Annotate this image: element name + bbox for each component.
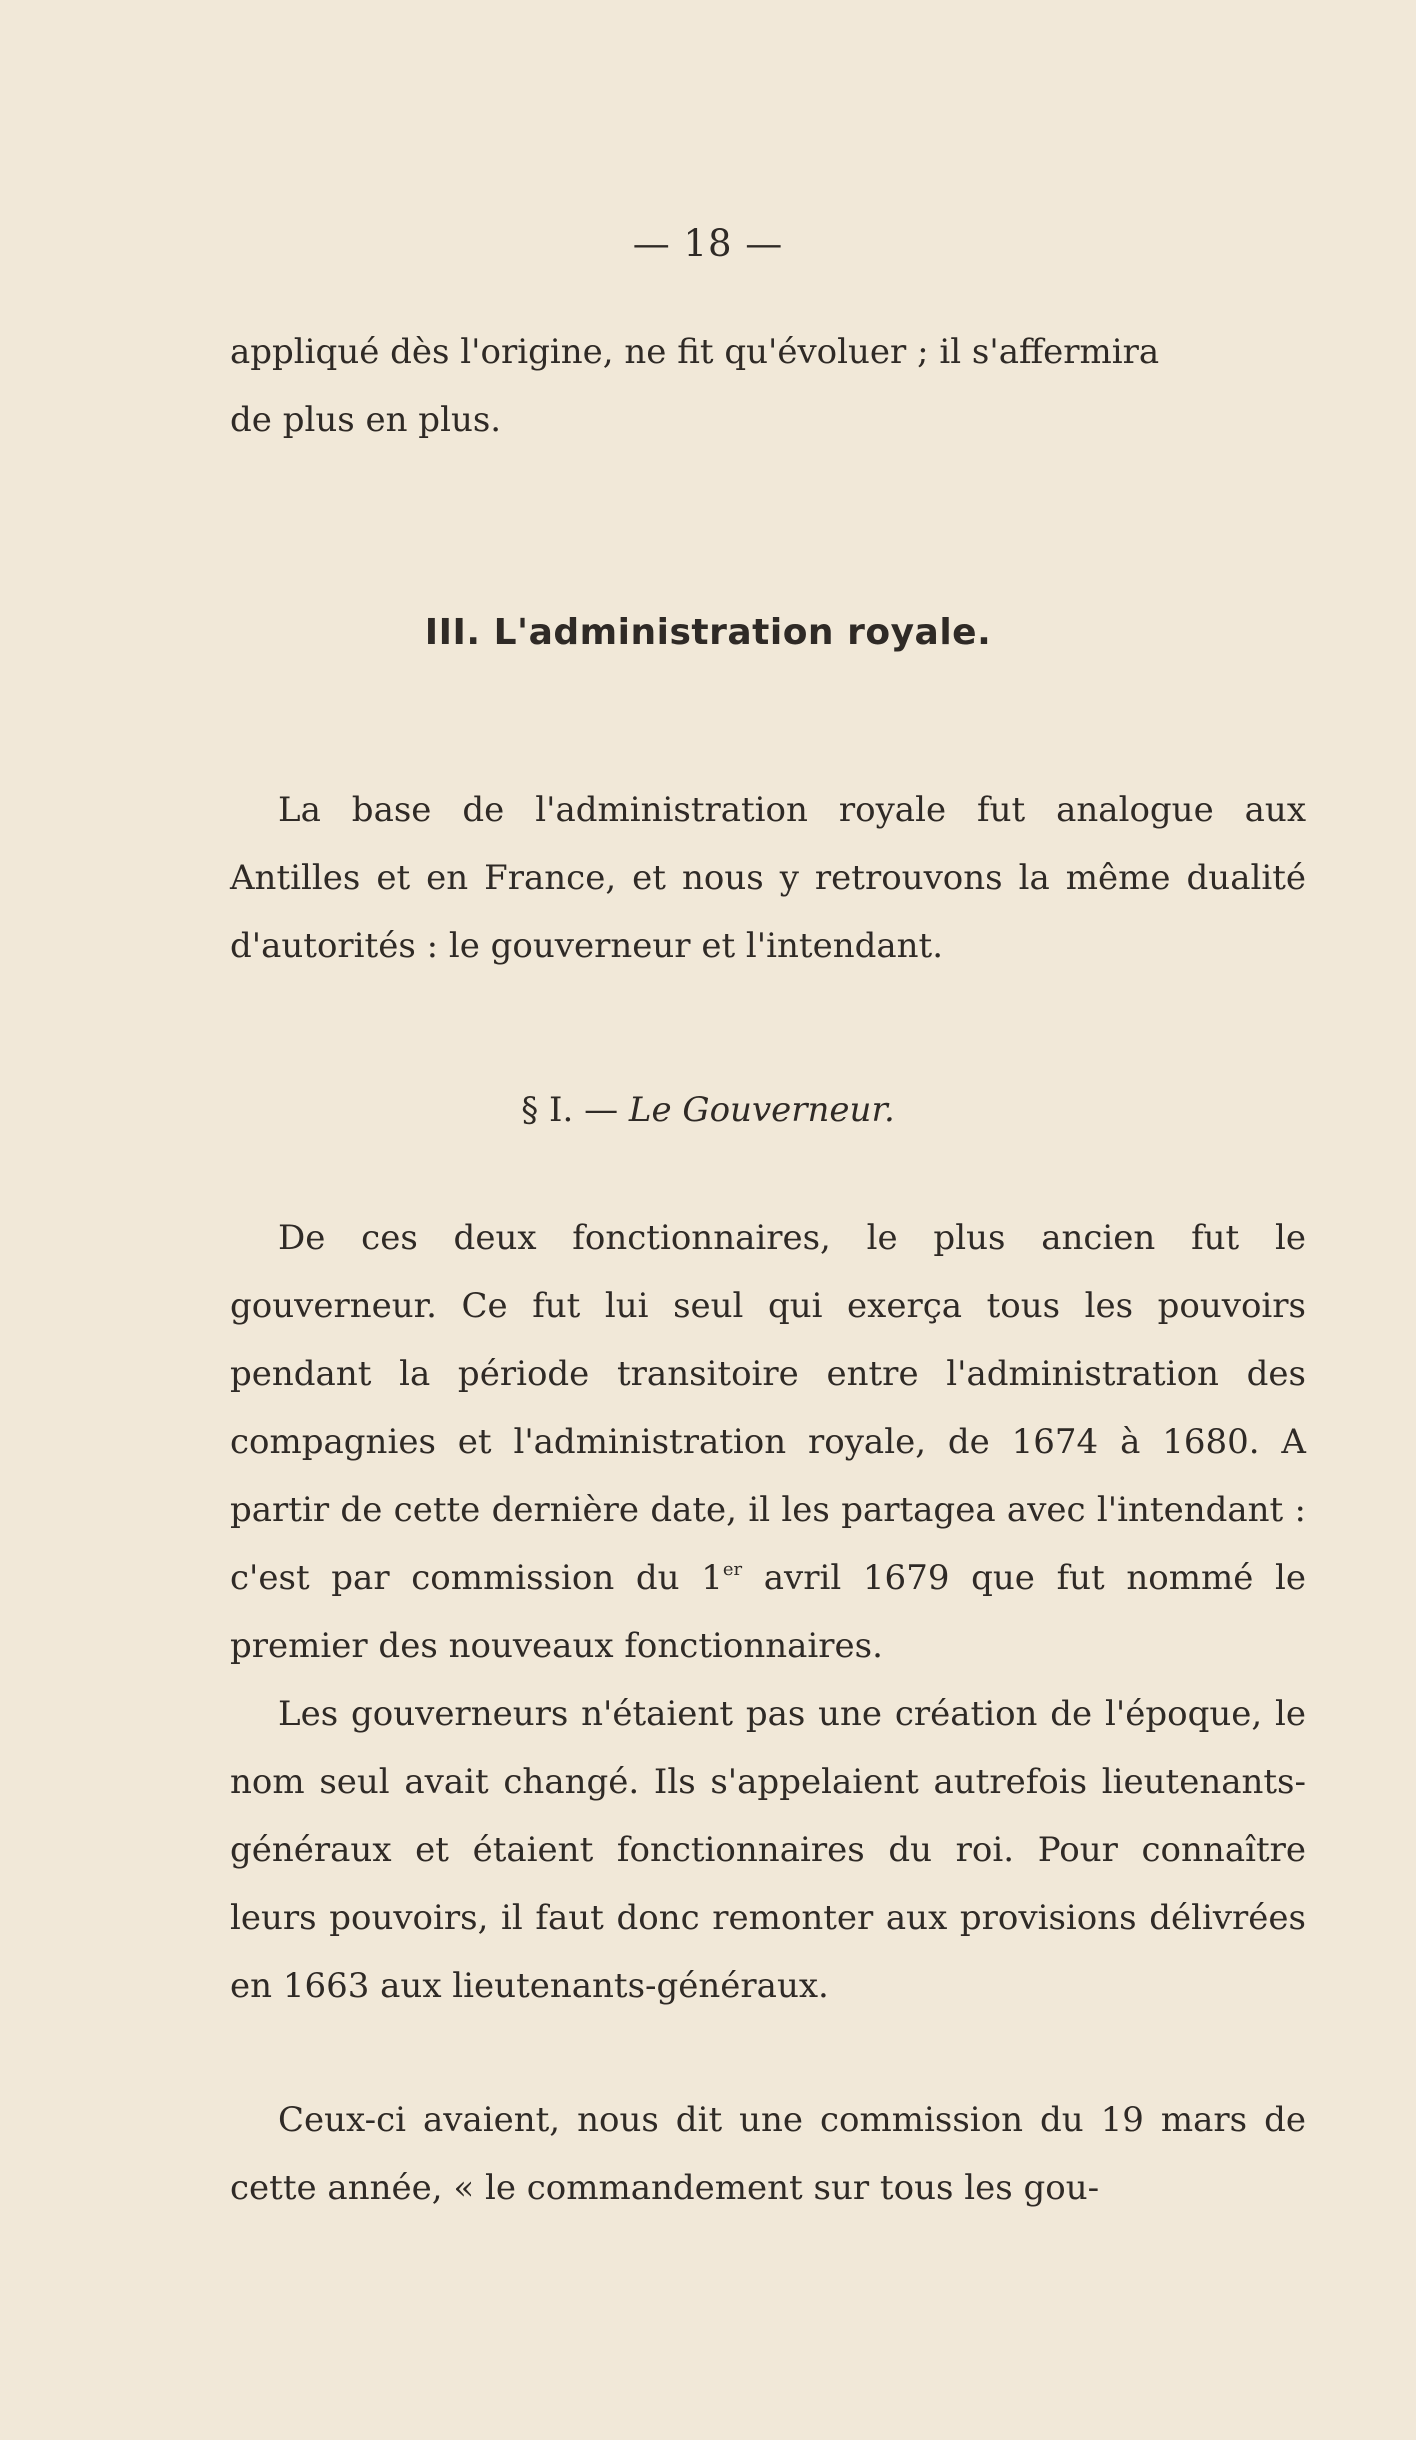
body-text — [230, 1204, 1306, 2020]
ordinal-superscript: er — [722, 1559, 743, 1580]
paragraph-2: Les gouverneurs n'étaient pas une création de l'époque, le nom seul avait changé. Ils s'appelaient autrefois lieutenants-généraux et étaient fonctionnaires du roi. Pour connaître leurs pouvoirs, il faut donc remonter aux provisions délivrées en 1663 aux lieutenants-généraux. — [230, 1694, 1306, 2006]
paragraph-1-text-b: avril 1679 que fut nommé le premier des nouveaux fonctionnaires. — [230, 1558, 1306, 1666]
final-text — [230, 2086, 1306, 2222]
intro-text — [230, 318, 1306, 454]
subsection-title: Le Gouverneur. — [628, 1090, 895, 1130]
paragraph-1-text-a: De ces deux fonctionnaires, le plus ancien fut le gouverneur. Ce fut lui seul qui exerça tous les pouvoirs pendant la période transitoire entre l'administration des compagnies et l'administration royale, de 1674 à 1680. A partir de cette dernière date, il les partagea avec l'intendant : c'est par commission du 1 — [230, 1218, 1306, 1598]
intro-line-1: appliqué dès l'origine, ne fit qu'évoluer ; il s'affermira — [230, 332, 1160, 372]
subsection-heading — [0, 1090, 1416, 1130]
section-paragraph: La base de l'administration royale fut analogue aux Antilles et en France, et nous y retrouvons la même dualité d'autorités : le gouverneur et l'intendant. — [230, 790, 1306, 966]
paragraph-1 — [230, 1204, 1306, 1680]
paragraph-3: Ceux-ci avaient, nous dit une commission du 19 mars de cette année, « le commandement sur tous les gou- — [230, 2100, 1306, 2208]
page-number: — 18 — — [632, 222, 784, 265]
intro-line-2: de plus en plus. — [230, 400, 502, 440]
subsection-prefix: § I. — — [521, 1090, 629, 1130]
section-intro-block — [230, 776, 1306, 980]
section-heading: III. L'administration royale. — [424, 612, 992, 653]
